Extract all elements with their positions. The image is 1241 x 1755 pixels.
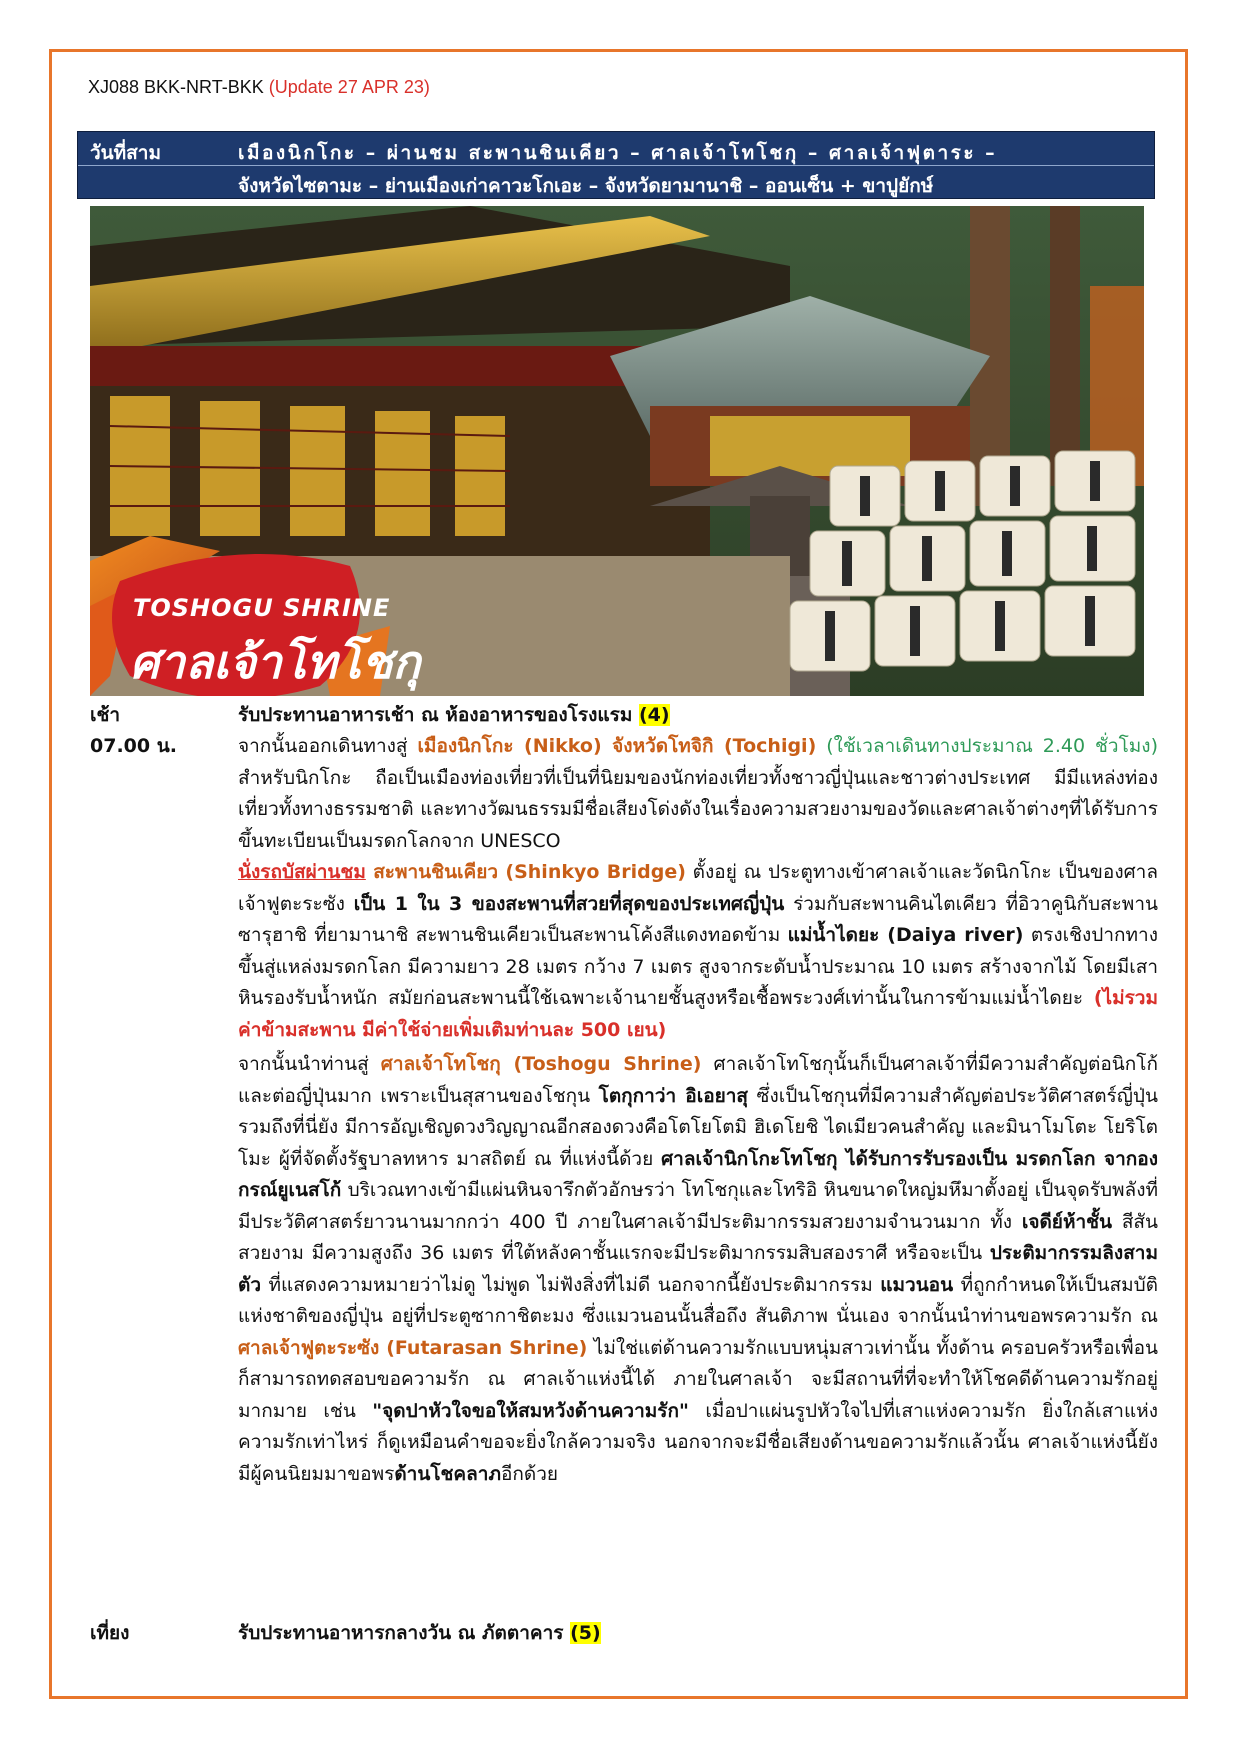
tour-code: XJ088 BKK-NRT-BKK	[88, 77, 264, 97]
meal-code-5: (5)	[570, 1622, 601, 1644]
day-label: วันที่สาม	[90, 142, 161, 164]
banner-thai-title: ศาลเจ้าโทโชกุ	[130, 635, 421, 689]
update-note: (Update 27 APR 23)	[268, 77, 430, 97]
meal-code-4: (4)	[638, 704, 670, 726]
lunch-text: รับประทานอาหารกลางวัน ณ ภัตตาคาร (5)	[238, 1622, 601, 1644]
banner-title: TOSHOGU SHRINE	[133, 594, 391, 622]
shinkyo-paragraph: นั่งรถบัสผ่านชม สะพานชินเคียว (Shinkyo Bridge) ตั้งอยู่ ณ ประตูทางเข้าศาลเจ้าและวัดนิกโกะ เป็นของศาลเจ้าฟูตะระซัง เป็น 1 ใน 3 ของสะพานที่สวยที่สุดของประเทศญี่ปุ่น ร่วมกับสะพานคินไตเคียว ที่อิวาคูนิกับสะพานซารุฮาชิ ที่ยามานาชิ สะพานชินเคียวเป็นสะพานโค้งสีแดงทอดข้าม แม่น้ำไดยะ (Daiya river) ตรงเชิงปากทางขึ้นสู่แหล่งมรดกโลก มีความยาว 28 เมตร กว้าง 7 เมตร สูงจากระดับน้ำประมาณ 10 เมตร สร้างจากไม้ โดยมีเสาหินรองรับน้ำหนัก สมัยก่อนสะพานนี้ใช้เฉพาะเจ้านายชั้นสูงหรือเชื้อพระวงศ์เท่านั้นในการข้ามแม่น้ำไดยะ (ไม่รวมค่าข้ามสะพาน มีค่าใช้จ่ายเพิ่มเติมท่านละ 500 เยน)	[238, 861, 1159, 1041]
toshogu-shrine-photo	[90, 206, 1144, 696]
toshogu-paragraph: จากนั้นนำท่านสู่ ศาลเจ้าโทโชกุ (Toshogu Shrine) ศาลเจ้าโทโชกุนั้นก็เป็นศาลเจ้าที่มีความสำคัญต่อนิกโก้และต่อญี่ปุ่นมาก เพราะเป็นสุสานของโชกุน โตกุกาว่า อิเอยาสุ ซึ่งเป็นโชกุนที่มีความสำคัญต่อประวัติศาสตร์ญี่ปุ่น รวมถึงที่นี่ยัง มีการอัญเชิญดวงวิญญาณอีกสองดวงคือโตโยโตมิ ฮิเดโยชิ ไดเมียวคนสำคัญ และมินาโมโตะ โยริโตโมะ ผู้ที่จัดตั้งรัฐบาลทหาร มาสถิตย์ ณ ที่แห่งนี้ด้วย ศาลเจ้านิกโกะโทโชกุ ได้รับการรับรองเป็น มรดกโลก จากองกรณ์ยูเนสโก้ บริเวณทางเข้ามีแผ่นหินจารึกตัวอักษรว่า โทโชกุและโทริอิ หินขนาดใหญ่มหึมาตั้งอยู่ เป็นจุดรับพลังที่มีประวัติศาสตร์ยาวนานมากกว่า 400 ปี ภายในศาลเจ้ามีประติมากรรมสวยงามจำนวนมาก ทั้ง เจดีย์ห้าชั้น สีสันสวยงาม มีความสูงถึง 36 เมตร ที่ใต้หลังคาชั้นแรกจะมีประติมากรรมสิบสองราศี หรือจะเป็น ประติมากรรมลิงสามตัว ที่แสดงความหมายว่าไม่ดู ไม่พูด ไม่ฟังสิ่งที่ไม่ดี นอกจากนี้ยังประติมากรรม แมวนอน ที่ถูกกำหนดให้เป็นสมบัติแห่งชาติของญี่ปุ่น อยู่ที่ประตูซากาชิตะมง ซึ่งแมวนอนนั้นสื่อถึง สันติภาพ นั่นเอง จากนั้นนำท่านขอพรความรัก ณ ศาลเจ้าฟูตะระซัง (Futarasan Shrine) ไม่ใช่แต่ด้านความรักแบบหนุ่มสาวเท่านั้น ทั้งด้าน ครอบครัวหรือเพื่อน ก็สามารถทดสอบขอความรัก ณ ศาลเจ้าแห่งนี้ได้ ภายในศาลเจ้า จะมีสถานที่ที่จะทำให้โชคดีด้านความรักอยู่มากมาย เช่น "จุดปาหัวใจขอให้สมหวังด้านความรัก" เมื่อปาแผ่นรูปหัวใจไปที่เสาแห่งความรัก ยิ่งใกล้เสาแห่งความรักเท่าไหร่ ก็ดูเหมือนคำขอจะยิ่งใกล้ความจริง นอกจากจะมีชื่อเสียงด้านขอความรักแล้วนั้น ศาลเจ้าแห่งนี้ยังมีผู้คนนิยมมาขอพรด้านโชคลาภอีกด้วย	[238, 1053, 1158, 1485]
breakfast-text: รับประทานอาหารเช้า ณ ห้องอาหารของโรงแรม (4)	[238, 704, 670, 726]
lunch-label: เที่ยง	[90, 1622, 130, 1644]
time-0700-label: 07.00 น.	[90, 735, 177, 757]
day-route-line2: จังหวัดไซตามะ – ย่านเมืองเก่าคาวะโกเอะ – จังหวัดยามานาชิ – ออนเซ็น + ขาปูยักษ์	[238, 175, 934, 197]
nikko-paragraph: จากนั้นออกเดินทางสู่ เมืองนิกโกะ (Nikko) จังหวัดโทจิกิ (Tochigi) (ใช้เวลาเดินทางประมาณ 2.40 ชั่วโมง) สำหรับนิกโกะ ถือเป็นเมืองท่องเที่ยวที่เป็นที่นิยมของนักท่องเที่ยวทั้งชาวญี่ปุ่นและชาวต่างประเทศ มีมีแหล่งท่องเที่ยวทั้งทางธรรมชาติ และทางวัฒนธรรมมีชื่อเสียงโด่งดังในเรื่องความสวยงามของวัดและศาลเจ้าต่างๆที่ได้รับการขึ้นทะเบียนเป็นมรดกโลกจาก UNESCO	[238, 735, 1158, 852]
itinerary-0700-text	[238, 731, 1158, 1490]
breakfast-label: เช้า	[90, 704, 121, 726]
day-header	[77, 131, 1155, 199]
tour-code-line	[88, 77, 430, 98]
day-route-line1: เมืองนิกโกะ – ผ่านชม สะพานชินเคียว – ศาลเจ้าโทโชกุ – ศาลเจ้าฟุตาระ –	[238, 142, 998, 164]
